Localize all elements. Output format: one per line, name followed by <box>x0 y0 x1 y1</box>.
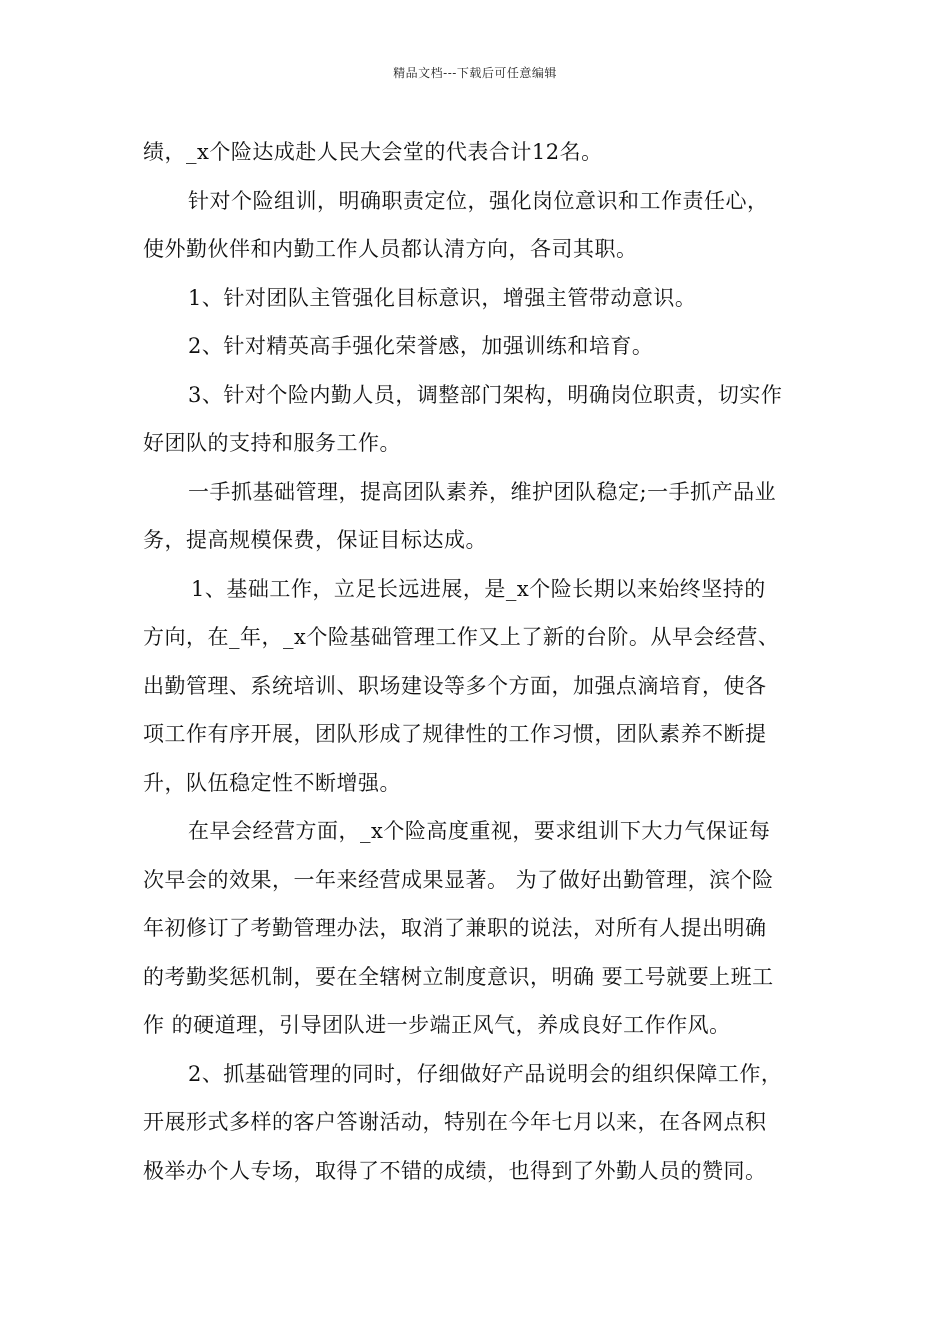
paragraph-line: 年初修订了考勤管理办法，取消了兼职的说法，对所有人提出明确 <box>143 916 767 940</box>
paragraph-line: 作 的硬道理，引导团队进一步端正风气，养成良好工作作风。 <box>143 1013 731 1037</box>
paragraph-line: 在早会经营方面，_x个险高度重视，要求组训下大力气保证每 <box>188 819 771 843</box>
paragraph-line: 1、针对团队主管强化目标意识，增强主管带动意识。 <box>188 285 697 310</box>
page-header: 精品文档---下载后可任意编辑 <box>393 66 557 80</box>
paragraph-line: 次早会的效果，一年来经营成果显著。 为了做好出勤管理，滨个险 <box>143 867 774 892</box>
paragraph-line: 一手抓基础管理，提高团队素养，维护团队稳定;一手抓产品业 <box>188 479 777 504</box>
paragraph-line: 绩，_x个险达成赴人民大会堂的代表合计12名。 <box>143 140 603 164</box>
paragraph-line: 极举办个人专场，取得了不错的成绩，也得到了外勤人员的赞同。 <box>143 1158 767 1183</box>
paragraph-line: 方向，在_年，_x个险基础管理工作又上了新的台阶。从早会经营、 <box>143 625 780 649</box>
paragraph-line: 1、基础工作，立足长远进展，是_x个险长期以来始终坚持的 <box>191 576 766 601</box>
paragraph-line: 开展形式多样的客户答谢活动，特别在今年七月以来，在各网点积 <box>143 1110 767 1134</box>
paragraph-line: 出勤管理、系统培训、职场建设等多个方面，加强点滴培育，使各 <box>143 673 767 698</box>
paragraph-line: 2、针对精英高手强化荣誉感，加强训练和培育。 <box>188 334 654 358</box>
paragraph-line: 的考勤奖惩机制，要在全辖树立制度意识，明确 要工号就要上班工 <box>143 964 774 989</box>
paragraph-line: 3、针对个险内勤人员，调整部门架构，明确岗位职责，切实作 <box>188 382 783 407</box>
paragraph-line: 务，提高规模保费，保证目标达成。 <box>143 528 487 552</box>
paragraph-line: 升，队伍稳定性不断增强。 <box>143 770 401 795</box>
document-body <box>143 128 813 1195</box>
paragraph-line: 项工作有序开展，团队形成了规律性的工作习惯，团队素养不断提 <box>143 722 767 746</box>
paragraph-line: 针对个险组训，明确职责定位，强化岗位意识和工作责任心， <box>188 188 769 213</box>
paragraph-line: 使外勤伙伴和内勤工作人员都认清方向，各司其职。 <box>143 237 638 261</box>
paragraph-line: 2、抓基础管理的同时，仔细做好产品说明会的组织保障工作， <box>188 1061 783 1086</box>
paragraph-line: 好团队的支持和服务工作。 <box>143 431 401 455</box>
